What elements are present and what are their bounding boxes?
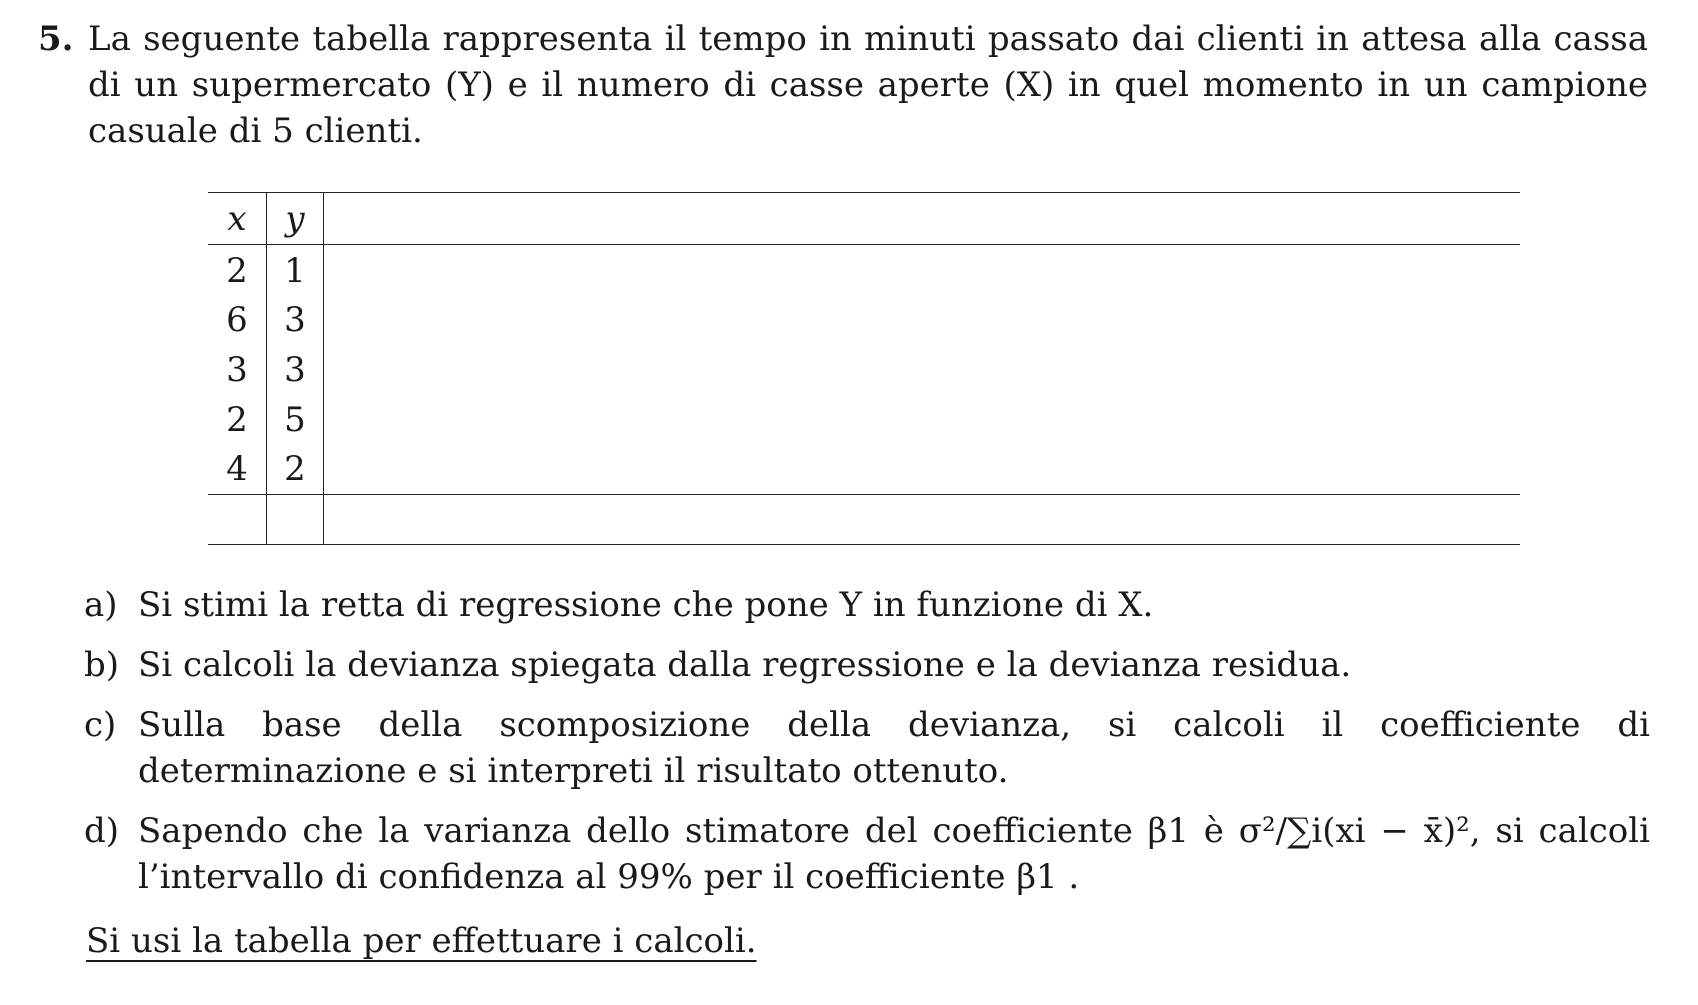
- cell-x: 2: [208, 395, 267, 445]
- table-row: [208, 445, 1520, 495]
- total-work-cell: [324, 495, 1521, 545]
- header-work-column: [324, 193, 1521, 245]
- instruction-note: Si usi la tabella per effettuare i calcoli.: [86, 921, 757, 961]
- cell-work: [324, 245, 1521, 295]
- cell-y: 2: [267, 445, 324, 495]
- header-y: y: [267, 193, 324, 245]
- question-text: Si stimi la retta di regressione che pone Y in funzione di X.: [138, 585, 1154, 625]
- question-text: Sulla base della scomposizione della devianza, si calcoli il coefficiente di determinazione e si interpreti il risultato ottenuto.: [138, 705, 1650, 791]
- table-totals-row: [208, 495, 1520, 545]
- cell-work: [324, 345, 1521, 395]
- total-x-cell: [208, 495, 267, 545]
- question-label: a): [84, 585, 118, 625]
- question-label: b): [84, 645, 120, 685]
- question-text: Si calcoli la devianza spiegata dalla regressione e la devianza residua.: [138, 645, 1352, 685]
- questions-list: [84, 582, 1650, 914]
- cell-y: 3: [267, 345, 324, 395]
- cell-x: 2: [208, 245, 267, 295]
- total-y-cell: [267, 495, 324, 545]
- cell-x: 4: [208, 445, 267, 495]
- question-b: [84, 642, 1650, 688]
- question-a: [84, 582, 1650, 628]
- question-c: [84, 702, 1650, 794]
- cell-work: [324, 445, 1521, 495]
- table-row: [208, 345, 1520, 395]
- question-label: c): [84, 705, 117, 745]
- question-text: Sapendo che la varianza dello stimatore del coefficiente β1 è σ²/∑i(xi − x̄)², si calcoli l’intervallo di confidenza al 99% per il coefficiente β1 .: [138, 811, 1650, 897]
- question-label: d): [84, 811, 120, 851]
- cell-y: 1: [267, 245, 324, 295]
- cell-y: 3: [267, 295, 324, 345]
- header-x: x: [208, 193, 267, 245]
- table-row: [208, 245, 1520, 295]
- cell-x: 6: [208, 295, 267, 345]
- cell-work: [324, 395, 1521, 445]
- table-row: [208, 295, 1520, 345]
- problem-number: 5.: [38, 19, 74, 59]
- cell-y: 5: [267, 395, 324, 445]
- problem-statement: La seguente tabella rappresenta il tempo in minuti passato dai clienti in attesa alla cassa di un supermercato (Y) e il numero di casse aperte (X) in quel momento in un campione casuale di 5 clienti.: [88, 19, 1648, 151]
- data-table: [208, 192, 1520, 545]
- problem-block: [38, 16, 1648, 154]
- cell-work: [324, 295, 1521, 345]
- table-header-row: [208, 193, 1520, 245]
- table-row: [208, 395, 1520, 445]
- question-d: [84, 808, 1650, 900]
- cell-x: 3: [208, 345, 267, 395]
